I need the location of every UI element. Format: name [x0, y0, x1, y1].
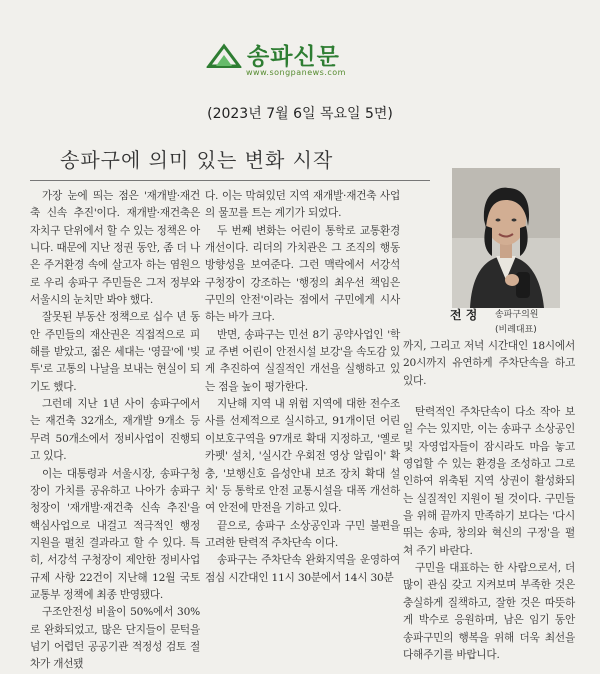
paragraph: 반면, 송파구는 민선 8기 공약사업인 '학교 주변 어린이 안전시설 보강'을 속도감 있게 추진하여 실질적인 개선을 실행하고 있는 점을 높이 평가한다.	[205, 328, 400, 393]
paragraph: 두 번째 변화는 어린이 통학로 교통환경 개선이다. 리더의 가치관은 그 조직의 행동 방향성을 보여준다. 그런 맥락에서 서강석 구청장이 강조하는 '행정의 최우선 책임은 구민의 안전'이라는 점에서 구민에게 시사하는 바가 크다.	[205, 224, 400, 324]
author-role: 송파구의원	[495, 310, 539, 320]
paragraph: 가장 눈에 띄는 점은 '재개발·재건축 신속 추진'이다. 재개발·재건축은 자치구 단위에서 할 수 있는 정책은 아니다. 때문에 지난 정권 동안, 좀 더 나은 주거환경 속에 살고자 하는 염원으로 우리 송파구 주민들은 그저 정부와 서울시의 눈치만 봐야 했다.	[30, 190, 200, 307]
paragraph: 이는 대통령과 서울시장, 송파구청장이 가치를 공유하고 나아가 송파구청장이 '재개발·재건축 신속 추진'을 핵심사업으로 내걸고 적극적인 행정지원을 펼친 결과라고 할 수 있다. 특히, 서강석 구청장이 제안한 정비사업 규제 사항 22건이 지난해 12월 국토교통부 정책에 최종 반영됐다.	[30, 467, 200, 601]
paragraph: 까지, 그리고 저녁 시간대인 18시에서 20시까지 유연하게 주차단속을 하고 있다.	[403, 340, 575, 387]
publication-dateline: (2023년 7월 6일 목요일 5면)	[207, 106, 393, 122]
author-name: 전 정	[450, 308, 478, 322]
masthead-title: 송파신문	[247, 44, 340, 70]
newspaper-logo-icon	[205, 42, 243, 70]
article-column-3	[403, 338, 575, 661]
article-column-2	[205, 188, 400, 605]
paragraph-spacer	[403, 390, 575, 404]
paragraph: 송파구는 주차단속 완화지역을 운영하여 점심 시간대인 11시 30분에서 14시 30분	[205, 554, 400, 584]
author-photo	[452, 168, 560, 308]
article-column-1	[30, 188, 200, 671]
masthead-url: www.songpanews.com	[246, 68, 346, 77]
paragraph: 그런데 지난 1년 사이 송파구에서는 재건축 32개소, 재개발 9개소 등 무려 50개소에서 정비사업이 진행되고 있다.	[30, 398, 200, 463]
headline-divider	[30, 180, 430, 181]
paragraph: 지난해 지역 내 위험 지역에 대한 전수조사를 선제적으로 실시하고, 91개이던 어린이보호구역을 97개로 확대 지정하고, '옐로카펫' 설치, '실시간 우회전 영상 알림이' 확충, '보행신호 음성안내 보조 장치 확대 설치' 등 통학로 안전 교통시설을 대폭 개선하여 안전에 만전을 기하고 있다.	[205, 398, 400, 515]
paragraph: 구민을 대표하는 한 사람으로서, 더 많이 관심 갖고 지켜보며 부족한 것은 충실하게 질책하고, 잘한 것은 따뜻하게 박수로 응원하며, 남은 임기 동안 송파구민의 행복을 위해 더욱 최선을 다해주기를 바랍니다.	[403, 562, 575, 661]
paragraph: 다. 이는 막혀있던 지역 재개발·재건축 사업의 물꼬를 트는 계기가 되었다.	[205, 190, 400, 220]
author-portrait-image	[452, 168, 560, 308]
article-headline: 송파구에 의미 있는 변화 시작	[60, 148, 334, 172]
masthead	[0, 38, 600, 78]
paragraph: 잘못된 부동산 정책으로 십수 년 동안 주민들의 재산권은 직접적으로 피해를 받았고, 젊은 세대는 '영끌'에 '빚투'로 고통의 나날을 보내는 현실이 되기도 했다.	[30, 311, 200, 393]
paragraph: 탄력적인 주차단속이 다소 작아 보일 수는 있지만, 이는 송파구 소상공인 및 자영업자들이 잠시라도 마음 놓고 영업할 수 있는 환경을 조성하고 그로 인하여 위축된 지역 상권이 활성화되는 실질적인 지원이 될 것이다. 구민들을 위해 끝까지 만족하기 보다는 '다시 뛰는 송파, 창의와 혁신의 구정'을 펼쳐 주기 바란다.	[403, 406, 575, 557]
paragraph: 구조안전성 비율이 50%에서 30%로 완화되었고, 많은 단지들이 문턱을 넘기 어렵던 공공기관 적정성 검토 절차가 개선됐	[30, 606, 200, 671]
author-party: (비례대표)	[495, 325, 537, 335]
paragraph: 끝으로, 송파구 소상공인과 구민 불편을 고려한 탄력적 주차단속 이다.	[205, 519, 400, 549]
